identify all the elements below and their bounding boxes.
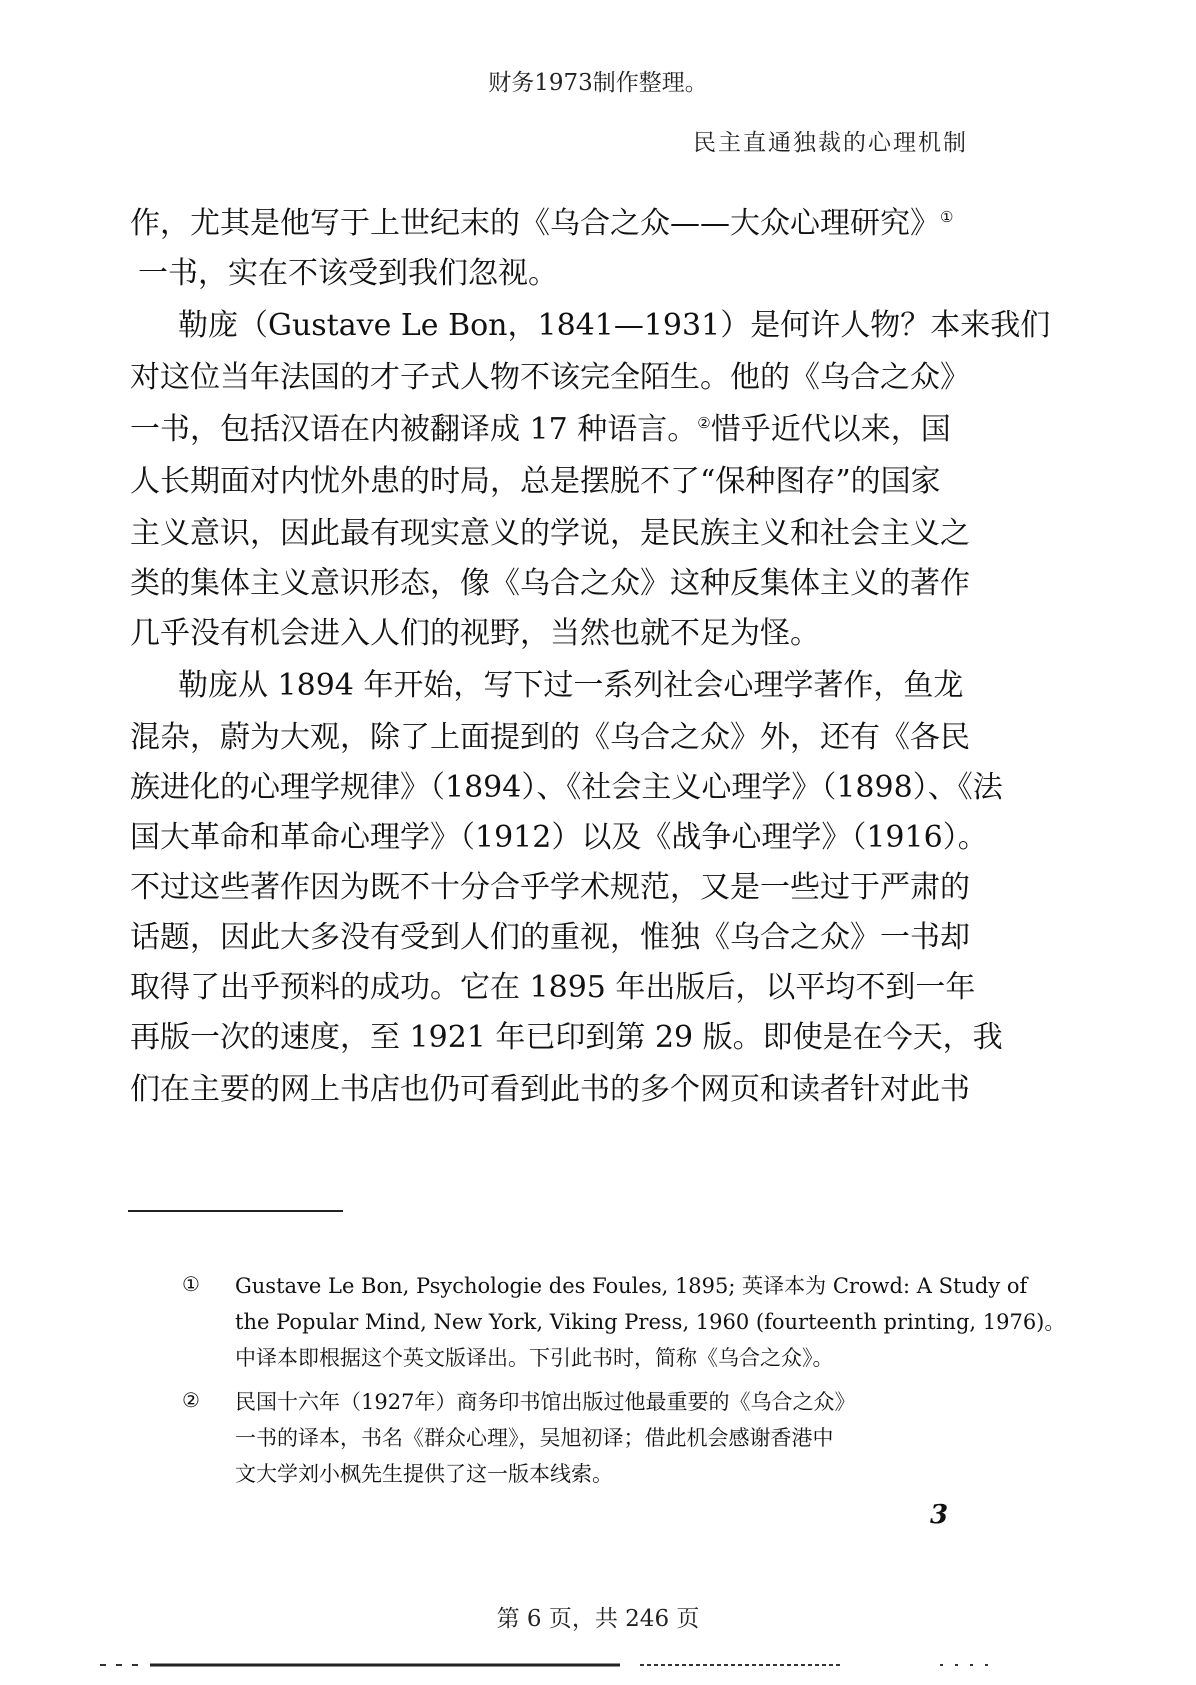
body-line: 类的集体主义意识形态，像《乌合之众》这种反集体主义的著作 (130, 566, 970, 601)
body-line: 一书，包括汉语在内被翻译成 17 种语言。②惜乎近代以来，国 (130, 412, 951, 447)
body-line: 人长期面对内忧外患的时局，总是摆脱不了“保种图存”的国家 (130, 464, 941, 499)
body-line: 再版一次的速度，至 1921 年已印到第 29 版。即使是在今天，我 (130, 1020, 1003, 1055)
footnote-line: 民国十六年（1927年）商务印书馆出版过他最重要的《乌合之众》 (235, 1390, 856, 1414)
footnote-ref-1: ① (940, 208, 954, 226)
footnote-line: Gustave Le Bon, Psychologie des Foules, 1895; 英译本为 Crowd: A Study of (235, 1274, 1028, 1298)
body-line: 勒庞从 1894 年开始，写下过一系列社会心理学著作，鱼龙 (178, 668, 964, 703)
body-line: 不过这些著作因为既不十分合乎学术规范，又是一些过于严肃的 (130, 870, 970, 905)
footnote-ref-2: ② (697, 414, 711, 432)
footnote-line: 文大学刘小枫先生提供了这一版本线索。 (235, 1462, 613, 1486)
body-line: 主义意识，因此最有现实意义的学说，是民族主义和社会主义之 (130, 516, 970, 551)
body-line: 作，尤其是他写于上世纪末的《乌合之众——大众心理研究》① (130, 206, 954, 241)
page-number: 3 (930, 1500, 949, 1530)
watermark-text: 财务1973制作整理。 (488, 70, 708, 96)
footnote-divider (128, 1210, 343, 1212)
body-line: 对这位当年法国的才子式人物不该完全陌生。他的《乌合之众》 (130, 360, 970, 395)
footnote-line: the Popular Mind, New York, Viking Press, 1960 (fourteenth printing, 1976)。 (235, 1310, 1066, 1334)
footnote-line: 一书的译本，书名《群众心理》，吴旭初译；借此机会感谢香港中 (235, 1426, 834, 1450)
footnote-line: 中译本即根据这个英文版译出。下引此书时，简称《乌合之众》。 (235, 1346, 834, 1370)
body-line: 几乎没有机会进入人们的视野，当然也就不足为怪。 (130, 616, 820, 651)
body-line: 混杂，蔚为大观，除了上面提到的《乌合之众》外，还有《各民 (130, 720, 970, 755)
page-indicator: 第 6 页，共 246 页 (496, 1606, 700, 1632)
body-line: 国大革命和革命心理学》（1912）以及《战争心理学》（1916）。 (130, 820, 988, 855)
footnote-marker: ② (182, 1388, 200, 1412)
body-line: 族进化的心理学规律》（1894）、《社会主义心理学》（1898）、《法 (130, 770, 1003, 805)
body-line: 一书，实在不该受到我们忽视。 (138, 256, 558, 291)
body-line: 们在主要的网上书店也仍可看到此书的多个网页和读者针对此书 (130, 1072, 970, 1107)
scan-edge-artifacts (100, 1662, 1100, 1668)
body-line: 取得了出乎预料的成功。它在 1895 年出版后，以平均不到一年 (130, 970, 976, 1005)
body-line: 勒庞（Gustave Le Bon，1841—1931）是何许人物？本来我们 (178, 308, 1051, 343)
body-line: 话题，因此大多没有受到人们的重视，惟独《乌合之众》一书却 (130, 920, 970, 955)
running-header: 民主直通独裁的心理机制 (693, 130, 968, 156)
footnote-marker: ① (182, 1272, 200, 1296)
